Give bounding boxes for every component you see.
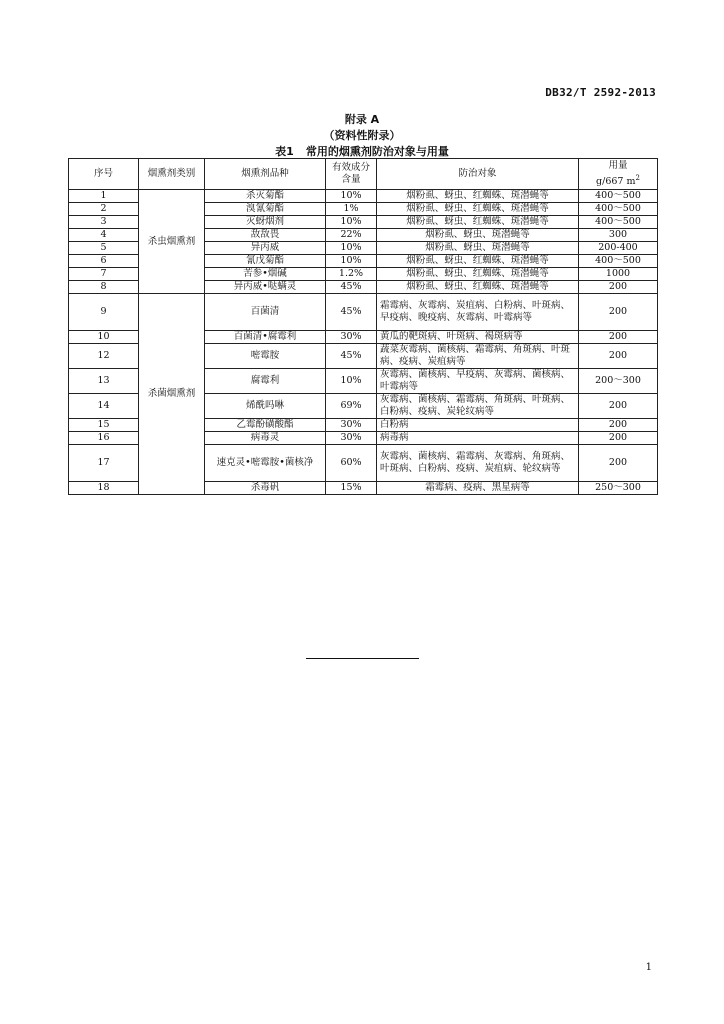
- table-header-row: [69, 159, 658, 190]
- table-cell: 2: [69, 203, 139, 216]
- table-cell: 烟粉虱、蚜虫、红蜘蛛、斑潜蝇等: [377, 281, 579, 294]
- table-cell: 灭蚜烟剂: [205, 216, 326, 229]
- table-cell: 200-400: [579, 242, 658, 255]
- table-cell: 8: [69, 281, 139, 294]
- table-cell: 200: [579, 294, 658, 331]
- header-variety: 烟熏剂品种: [205, 159, 326, 190]
- table-cell: 霜霉病、灰霉病、炭疽病、白粉病、叶斑病、早疫病、晚疫病、灰霉病、叶霉病等: [377, 294, 579, 331]
- table-cell: 霜霉病、疫病、黑星病等: [377, 482, 579, 495]
- table-cell: 烟粉虱、蚜虫、红蜘蛛、斑潜蝇等: [377, 190, 579, 203]
- table-cell: 灰霉病、菌核病、霜霉病、角斑病、叶斑病、白粉病、疫病、炭轮纹病等: [377, 394, 579, 419]
- table-cell: 45%: [326, 294, 377, 331]
- table-cell: 异丙威: [205, 242, 326, 255]
- table-cell: 病毒灵: [205, 432, 326, 445]
- table-cell: 烟粉虱、蚜虫、红蜘蛛、斑潜蝇等: [377, 268, 579, 281]
- table-cell: 1000: [579, 268, 658, 281]
- table-cell: 22%: [326, 229, 377, 242]
- header-target: 防治对象: [377, 159, 579, 190]
- category-fungus: 杀菌烟熏剂: [139, 294, 205, 495]
- table-cell: 黄瓜的靶斑病、叶斑病、褐斑病等: [377, 331, 579, 344]
- table-cell: 烟粉虱、蚜虫、红蜘蛛、斑潜蝇等: [377, 216, 579, 229]
- table-cell: 6: [69, 255, 139, 268]
- table-cell: 灰霉病、菌核病、霜霉病、灰霉病、角斑病、叶斑病、白粉病、疫病、炭疽病、轮纹病等: [377, 445, 579, 482]
- table-cell: 45%: [326, 281, 377, 294]
- table-cell: 烟粉虱、蚜虫、红蜘蛛、斑潜蝇等: [377, 255, 579, 268]
- header-no: 序号: [69, 159, 139, 190]
- table-cell: 1.2%: [326, 268, 377, 281]
- table-cell: 45%: [326, 344, 377, 369]
- table-cell: 400～500: [579, 190, 658, 203]
- table-cell: 60%: [326, 445, 377, 482]
- appendix-subtitle: （资料性附录）: [323, 129, 401, 142]
- header-content: 有效成分 含量: [326, 159, 377, 190]
- table-cell: 12: [69, 344, 139, 369]
- table-cell: 速克灵•嘧霉胺•菌核净: [205, 445, 326, 482]
- table-cell: 300: [579, 229, 658, 242]
- table-caption: [0, 143, 724, 159]
- table-cell: 烟粉虱、蚜虫、斑潜蝇等: [377, 229, 579, 242]
- table-cell: 200: [579, 281, 658, 294]
- category-insect: 杀虫烟熏剂: [139, 190, 205, 294]
- standard-code: DB32/T 2592-2013: [545, 86, 656, 99]
- table-cell: 1: [69, 190, 139, 203]
- table-cell: 异丙威•哒螨灵: [205, 281, 326, 294]
- table-cell: 病毒病: [377, 432, 579, 445]
- table-cell: 1%: [326, 203, 377, 216]
- table-row: [69, 294, 658, 331]
- table-cell: 杀毒矾: [205, 482, 326, 495]
- table-cell: 17: [69, 445, 139, 482]
- table-cell: 嘧霉胺: [205, 344, 326, 369]
- table-cell: 氰戊菊酯: [205, 255, 326, 268]
- table-cell: 10: [69, 331, 139, 344]
- table-cell: 200: [579, 331, 658, 344]
- table-cell: 30%: [326, 419, 377, 432]
- table-cell: 烯酰吗啉: [205, 394, 326, 419]
- table-cell: 杀灭菊酯: [205, 190, 326, 203]
- table-row: [69, 190, 658, 203]
- table-cell: 400～500: [579, 203, 658, 216]
- table-cell: 15: [69, 419, 139, 432]
- table-cell: 百菌清•腐霉利: [205, 331, 326, 344]
- table-cell: 69%: [326, 394, 377, 419]
- table-cell: 7: [69, 268, 139, 281]
- table-cell: 200: [579, 445, 658, 482]
- table-cell: 烟粉虱、蚜虫、斑潜蝇等: [377, 242, 579, 255]
- table-cell: 10%: [326, 216, 377, 229]
- table-cell: 10%: [326, 369, 377, 394]
- header-category: 烟熏剂类别: [139, 159, 205, 190]
- table-cell: 9: [69, 294, 139, 331]
- table-cell: 200: [579, 419, 658, 432]
- table-cell: 18: [69, 482, 139, 495]
- fumigant-table: [68, 158, 658, 495]
- table-cell: 4: [69, 229, 139, 242]
- table-cell: 3: [69, 216, 139, 229]
- table-cell: 200: [579, 432, 658, 445]
- table-cell: 敌敌畏: [205, 229, 326, 242]
- page-number: 1: [645, 962, 652, 973]
- table-cell: 16: [69, 432, 139, 445]
- table-cell: 百菌清: [205, 294, 326, 331]
- table-cell: 200: [579, 394, 658, 419]
- appendix-title: 附录 A: [344, 113, 380, 126]
- table-cell: 400～500: [579, 255, 658, 268]
- table-cell: 200: [579, 344, 658, 369]
- table-cell: 14: [69, 394, 139, 419]
- table-cell: 5: [69, 242, 139, 255]
- table-cell: 30%: [326, 432, 377, 445]
- table-cell: 30%: [326, 331, 377, 344]
- end-rule: [306, 658, 419, 659]
- table-cell: 400～500: [579, 216, 658, 229]
- table-cell: 乙霉酚磺酸酯: [205, 419, 326, 432]
- table-cell: 10%: [326, 190, 377, 203]
- table-cell: 10%: [326, 242, 377, 255]
- table-cell: 250～300: [579, 482, 658, 495]
- table-cell: 溴氰菊酯: [205, 203, 326, 216]
- table-number: 表1: [275, 145, 294, 158]
- table-cell: 200～300: [579, 369, 658, 394]
- table-cell: 苦参•烟碱: [205, 268, 326, 281]
- table-cell: 腐霉利: [205, 369, 326, 394]
- table-title: 常用的烟熏剂防治对象与用量: [305, 145, 449, 158]
- table-cell: 灰霉病、菌核病、早疫病、灰霉病、菌核病、叶霉病等: [377, 369, 579, 394]
- table-cell: 蔬菜灰霉病、菌核病、霜霉病、角斑病、叶斑病、疫病、炭疽病等: [377, 344, 579, 369]
- table-cell: 烟粉虱、蚜虫、红蜘蛛、斑潜蝇等: [377, 203, 579, 216]
- table-cell: 10%: [326, 255, 377, 268]
- header-dose: 用量 g/667 $m^2$: [579, 159, 658, 190]
- table-cell: 15%: [326, 482, 377, 495]
- table-cell: 白粉病: [377, 419, 579, 432]
- table-cell: 13: [69, 369, 139, 394]
